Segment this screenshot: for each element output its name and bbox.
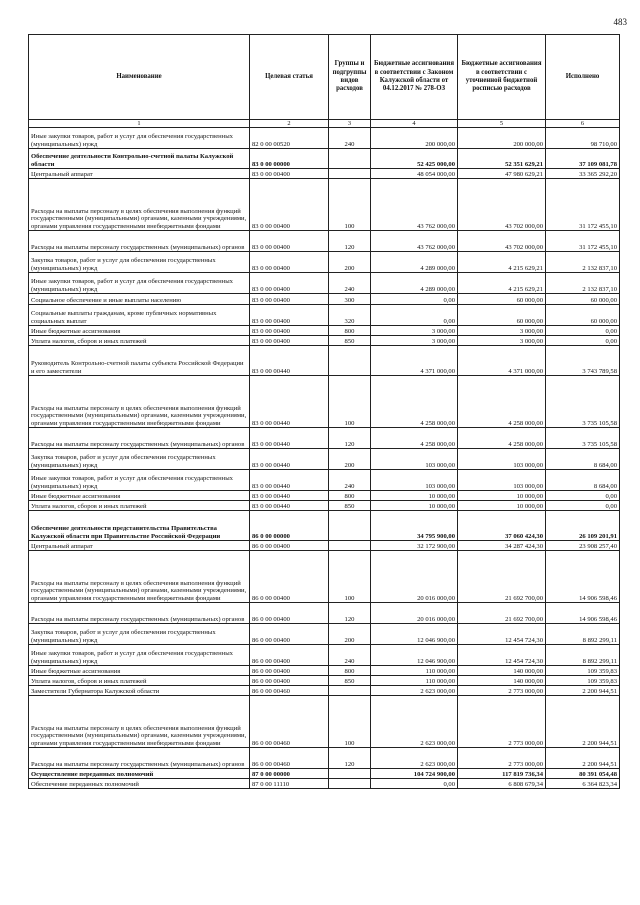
row-law-allocation: 10 000,00: [371, 491, 458, 501]
row-target-code: 83 0 00 00440: [250, 376, 329, 428]
row-name: Расходы на выплаты персоналу государственных (муниципальных) органов: [29, 748, 250, 769]
row-expense-group: 850: [329, 501, 371, 511]
row-law-allocation: 103 000,00: [371, 449, 458, 470]
row-target-code: 83 0 00 00400: [250, 231, 329, 252]
row-target-code: 86 0 00 00400: [250, 603, 329, 624]
row-updated-allocation: 12 454 724,30: [458, 624, 546, 645]
row-executed: 2 200 944,51: [546, 696, 620, 748]
row-name: Обеспечение деятельности представительства Правительства Калужской области при Правительстве Российской Федерации: [29, 511, 250, 541]
row-target-code: 83 0 00 00400: [250, 179, 329, 231]
row-law-allocation: 34 795 900,00: [371, 511, 458, 541]
header-updated-allocation: Бюджетные ассигнования в соответствии с уточненной бюджетной росписью расходов: [458, 35, 546, 120]
row-name: Иные закупки товаров, работ и услуг для обеспечения государственных (муниципальных) нужд: [29, 470, 250, 491]
row-executed: 14 906 598,46: [546, 551, 620, 603]
row-target-code: 83 0 00 00400: [250, 336, 329, 346]
row-updated-allocation: 34 287 424,30: [458, 541, 546, 551]
row-executed: 60 000,00: [546, 294, 620, 305]
row-law-allocation: 3 000,00: [371, 336, 458, 346]
row-law-allocation: 103 000,00: [371, 470, 458, 491]
page-number: 483: [613, 17, 627, 27]
header-law-allocation: Бюджетные ассигнования в соответствии с Законом Калужской области от 04.12.2017 № 278-ОЗ: [371, 35, 458, 120]
row-expense-group: 300: [329, 294, 371, 305]
row-law-allocation: 2 623 000,00: [371, 748, 458, 769]
row-name: Иные закупки товаров, работ и услуг для обеспечения государственных (муниципальных) нужд: [29, 645, 250, 666]
row-updated-allocation: 43 702 000,00: [458, 231, 546, 252]
row-expense-group: 200: [329, 252, 371, 273]
column-number: 2: [250, 120, 329, 128]
row-expense-group: 800: [329, 326, 371, 336]
column-number-row: [29, 120, 620, 128]
row-expense-group: 100: [329, 179, 371, 231]
table-row: [29, 128, 620, 149]
table-row: [29, 624, 620, 645]
row-executed: 8 684,00: [546, 449, 620, 470]
row-executed: 2 132 837,10: [546, 252, 620, 273]
row-updated-allocation: 60 000,00: [458, 305, 546, 326]
table-row: [29, 470, 620, 491]
row-expense-group: 120: [329, 603, 371, 624]
row-name: Уплата налогов, сборов и иных платежей: [29, 676, 250, 686]
row-name: Центральный аппарат: [29, 169, 250, 179]
row-target-code: 83 0 00 00440: [250, 346, 329, 376]
table-row: [29, 294, 620, 305]
row-law-allocation: 10 000,00: [371, 501, 458, 511]
row-target-code: 86 0 00 00400: [250, 645, 329, 666]
row-executed: 2 132 837,10: [546, 273, 620, 294]
table-row: [29, 231, 620, 252]
row-law-allocation: 43 762 000,00: [371, 231, 458, 252]
row-name: Заместители Губернатора Калужской области: [29, 686, 250, 696]
row-updated-allocation: 12 454 724,30: [458, 645, 546, 666]
row-executed: 80 391 054,48: [546, 769, 620, 779]
row-name: Уплата налогов, сборов и иных платежей: [29, 501, 250, 511]
row-updated-allocation: 52 351 629,21: [458, 149, 546, 169]
row-target-code: 83 0 00 00000: [250, 149, 329, 169]
row-executed: 3 735 105,58: [546, 428, 620, 449]
row-updated-allocation: 4 258 000,00: [458, 376, 546, 428]
row-executed: 109 359,83: [546, 676, 620, 686]
row-law-allocation: 20 016 000,00: [371, 551, 458, 603]
column-number: 5: [458, 120, 546, 128]
row-target-code: 83 0 00 00400: [250, 273, 329, 294]
table-row: [29, 252, 620, 273]
row-executed: 33 365 292,20: [546, 169, 620, 179]
row-expense-group: 320: [329, 305, 371, 326]
row-law-allocation: 2 623 000,00: [371, 696, 458, 748]
row-updated-allocation: 2 773 000,00: [458, 696, 546, 748]
table-row: [29, 511, 620, 541]
row-target-code: 83 0 00 00400: [250, 326, 329, 336]
row-law-allocation: 4 371 000,00: [371, 346, 458, 376]
table-row: [29, 449, 620, 470]
row-expense-group: 120: [329, 748, 371, 769]
row-name: Расходы на выплаты персоналу в целях обеспечения выполнения функций государственными (муниципальными) органами, казенными учреждениями, органами управления государственными внебюджетными фондами: [29, 551, 250, 603]
row-expense-group: [329, 346, 371, 376]
row-updated-allocation: 3 000,00: [458, 336, 546, 346]
row-expense-group: 200: [329, 624, 371, 645]
row-updated-allocation: 2 773 000,00: [458, 686, 546, 696]
row-target-code: 86 0 00 00400: [250, 676, 329, 686]
table-row: [29, 676, 620, 686]
table-row: [29, 603, 620, 624]
row-expense-group: 240: [329, 273, 371, 294]
header-group: Группы и подгруппы видов расходов: [329, 35, 371, 120]
row-name: Иные бюджетные ассигнования: [29, 326, 250, 336]
row-expense-group: [329, 541, 371, 551]
table-row: [29, 551, 620, 603]
header-name: Наименование: [29, 35, 250, 120]
column-number: 4: [371, 120, 458, 128]
row-name: Обеспечение деятельности Контрольно-счетной палаты Калужской области: [29, 149, 250, 169]
row-law-allocation: 43 762 000,00: [371, 179, 458, 231]
row-executed: 37 109 081,78: [546, 149, 620, 169]
row-expense-group: 100: [329, 376, 371, 428]
table-row: [29, 541, 620, 551]
budget-table: [28, 34, 620, 789]
row-name: Осуществление переданных полномочий: [29, 769, 250, 779]
row-law-allocation: 104 724 900,00: [371, 769, 458, 779]
header-executed: Исполнено: [546, 35, 620, 120]
row-name: Социальное обеспечение и иные выплаты населению: [29, 294, 250, 305]
row-target-code: 83 0 00 00400: [250, 252, 329, 273]
row-target-code: 83 0 00 00440: [250, 501, 329, 511]
row-expense-group: 850: [329, 676, 371, 686]
row-name: Руководитель Контрольно-счетной палаты субъекта Российской Федерации и его заместители: [29, 346, 250, 376]
row-name: Расходы на выплаты персоналу государственных (муниципальных) органов: [29, 603, 250, 624]
row-executed: 6 364 823,34: [546, 779, 620, 789]
row-target-code: 86 0 00 00400: [250, 551, 329, 603]
row-target-code: 83 0 00 00440: [250, 470, 329, 491]
row-target-code: 86 0 00 00460: [250, 696, 329, 748]
row-updated-allocation: 140 000,00: [458, 666, 546, 676]
row-executed: 23 908 257,40: [546, 541, 620, 551]
row-executed: 0,00: [546, 326, 620, 336]
row-law-allocation: 4 289 000,00: [371, 273, 458, 294]
row-law-allocation: 4 258 000,00: [371, 428, 458, 449]
row-name: Иные закупки товаров, работ и услуг для обеспечения государственных (муниципальных) нужд: [29, 273, 250, 294]
row-updated-allocation: 4 215 629,21: [458, 252, 546, 273]
row-name: Закупка товаров, работ и услуг для обеспечения государственных (муниципальных) нужд: [29, 624, 250, 645]
table-row: [29, 501, 620, 511]
table-row: [29, 326, 620, 336]
row-expense-group: [329, 149, 371, 169]
row-executed: 60 000,00: [546, 305, 620, 326]
table-row: [29, 645, 620, 666]
row-name: Социальные выплаты гражданам, кроме публичных нормативных социальных выплат: [29, 305, 250, 326]
row-expense-group: 800: [329, 491, 371, 501]
row-expense-group: [329, 779, 371, 789]
row-law-allocation: 110 000,00: [371, 666, 458, 676]
row-target-code: 83 0 00 00440: [250, 428, 329, 449]
row-expense-group: 240: [329, 645, 371, 666]
row-name: Расходы на выплаты персоналу в целях обеспечения выполнения функций государственными (муниципальными) органами, казенными учреждениями, органами управления государственными внебюджетными фондами: [29, 179, 250, 231]
row-executed: 8 892 299,11: [546, 645, 620, 666]
row-name: Закупка товаров, работ и услуг для обеспечения государственных (муниципальных) нужд: [29, 449, 250, 470]
row-target-code: 83 0 00 00400: [250, 169, 329, 179]
row-executed: 3 735 105,58: [546, 376, 620, 428]
row-updated-allocation: 3 000,00: [458, 326, 546, 336]
row-name: Расходы на выплаты персоналу в целях обеспечения выполнения функций государственными (муниципальными) органами, казенными учреждениями, органами управления государственными внебюджетными фондами: [29, 696, 250, 748]
row-target-code: 83 0 00 00400: [250, 305, 329, 326]
row-updated-allocation: 43 702 000,00: [458, 179, 546, 231]
row-updated-allocation: 117 819 736,34: [458, 769, 546, 779]
row-name: Центральный аппарат: [29, 541, 250, 551]
row-law-allocation: 4 289 000,00: [371, 252, 458, 273]
row-executed: 2 200 944,51: [546, 748, 620, 769]
row-name: Расходы на выплаты персоналу в целях обеспечения выполнения функций государственными (муниципальными) органами, казенными учреждениями, органами управления государственными внебюджетными фондами: [29, 376, 250, 428]
row-target-code: 86 0 00 00460: [250, 686, 329, 696]
row-updated-allocation: 200 000,00: [458, 128, 546, 149]
row-target-code: 86 0 00 00460: [250, 748, 329, 769]
row-executed: 8 684,00: [546, 470, 620, 491]
row-updated-allocation: 37 060 424,30: [458, 511, 546, 541]
column-number: 3: [329, 120, 371, 128]
row-law-allocation: 32 172 900,00: [371, 541, 458, 551]
row-name: Обеспечение переданных полномочий: [29, 779, 250, 789]
row-expense-group: [329, 169, 371, 179]
table-body: [29, 128, 620, 789]
row-name: Закупка товаров, работ и услуг для обеспечения государственных (муниципальных) нужд: [29, 252, 250, 273]
table-row: [29, 748, 620, 769]
row-executed: 2 200 944,51: [546, 686, 620, 696]
table-row: [29, 769, 620, 779]
row-name: Иные бюджетные ассигнования: [29, 666, 250, 676]
row-expense-group: [329, 511, 371, 541]
row-expense-group: 240: [329, 470, 371, 491]
row-updated-allocation: 10 000,00: [458, 491, 546, 501]
row-law-allocation: 0,00: [371, 779, 458, 789]
row-name: Расходы на выплаты персоналу государственных (муниципальных) органов: [29, 428, 250, 449]
row-target-code: 86 0 00 00400: [250, 666, 329, 676]
row-executed: 109 359,83: [546, 666, 620, 676]
row-updated-allocation: 21 692 700,00: [458, 603, 546, 624]
row-law-allocation: 20 016 000,00: [371, 603, 458, 624]
row-updated-allocation: 60 000,00: [458, 294, 546, 305]
column-number: 1: [29, 120, 250, 128]
row-expense-group: 800: [329, 666, 371, 676]
table-row: [29, 336, 620, 346]
row-expense-group: 100: [329, 696, 371, 748]
row-expense-group: 120: [329, 231, 371, 252]
row-target-code: 83 0 00 00440: [250, 449, 329, 470]
row-updated-allocation: 4 258 000,00: [458, 428, 546, 449]
table-row: [29, 346, 620, 376]
table-row: [29, 273, 620, 294]
row-law-allocation: 12 046 900,00: [371, 624, 458, 645]
row-target-code: 83 0 00 00440: [250, 491, 329, 501]
row-law-allocation: 200 000,00: [371, 128, 458, 149]
row-expense-group: [329, 769, 371, 779]
row-updated-allocation: 103 000,00: [458, 449, 546, 470]
table-row: [29, 666, 620, 676]
row-executed: 31 172 455,10: [546, 179, 620, 231]
table-row: [29, 305, 620, 326]
row-law-allocation: 3 000,00: [371, 326, 458, 336]
row-law-allocation: 110 000,00: [371, 676, 458, 686]
row-law-allocation: 0,00: [371, 305, 458, 326]
row-target-code: 83 0 00 00400: [250, 294, 329, 305]
table-row: [29, 169, 620, 179]
row-executed: 26 109 201,91: [546, 511, 620, 541]
row-name: Расходы на выплаты персоналу государственных (муниципальных) органов: [29, 231, 250, 252]
row-updated-allocation: 4 215 629,21: [458, 273, 546, 294]
row-target-code: 86 0 00 00400: [250, 541, 329, 551]
row-expense-group: 850: [329, 336, 371, 346]
column-number: 6: [546, 120, 620, 128]
row-target-code: 82 0 00 00520: [250, 128, 329, 149]
row-expense-group: 200: [329, 449, 371, 470]
table-row: [29, 696, 620, 748]
header-row: [29, 35, 620, 120]
row-updated-allocation: 103 000,00: [458, 470, 546, 491]
row-executed: 0,00: [546, 491, 620, 501]
row-updated-allocation: 4 371 000,00: [458, 346, 546, 376]
row-target-code: 87 0 00 11110: [250, 779, 329, 789]
row-executed: 98 710,00: [546, 128, 620, 149]
row-target-code: 86 0 00 00400: [250, 624, 329, 645]
row-executed: 31 172 455,10: [546, 231, 620, 252]
row-name: Иные закупки товаров, работ и услуг для обеспечения государственных (муниципальных) нужд: [29, 128, 250, 149]
row-expense-group: 240: [329, 128, 371, 149]
row-executed: 0,00: [546, 501, 620, 511]
row-updated-allocation: 47 980 629,21: [458, 169, 546, 179]
row-name: Уплата налогов, сборов и иных платежей: [29, 336, 250, 346]
row-target-code: 87 0 00 00000: [250, 769, 329, 779]
row-expense-group: 120: [329, 428, 371, 449]
row-executed: 14 906 598,46: [546, 603, 620, 624]
table-row: [29, 179, 620, 231]
row-executed: 3 743 789,58: [546, 346, 620, 376]
row-expense-group: [329, 686, 371, 696]
row-law-allocation: 0,00: [371, 294, 458, 305]
row-law-allocation: 2 623 000,00: [371, 686, 458, 696]
table-row: [29, 491, 620, 501]
table-row: [29, 686, 620, 696]
row-updated-allocation: 2 773 000,00: [458, 748, 546, 769]
row-target-code: 86 0 00 00000: [250, 511, 329, 541]
row-executed: 8 892 299,11: [546, 624, 620, 645]
table-row: [29, 428, 620, 449]
row-updated-allocation: 21 692 700,00: [458, 551, 546, 603]
header-code: Целевая статья: [250, 35, 329, 120]
row-name: Иные бюджетные ассигнования: [29, 491, 250, 501]
row-law-allocation: 52 425 000,00: [371, 149, 458, 169]
table-row: [29, 779, 620, 789]
row-expense-group: 100: [329, 551, 371, 603]
row-updated-allocation: 10 000,00: [458, 501, 546, 511]
row-law-allocation: 48 054 000,00: [371, 169, 458, 179]
row-updated-allocation: 6 808 679,34: [458, 779, 546, 789]
row-updated-allocation: 140 000,00: [458, 676, 546, 686]
table-row: [29, 149, 620, 169]
row-law-allocation: 12 046 900,00: [371, 645, 458, 666]
row-executed: 0,00: [546, 336, 620, 346]
table-row: [29, 376, 620, 428]
row-law-allocation: 4 258 000,00: [371, 376, 458, 428]
